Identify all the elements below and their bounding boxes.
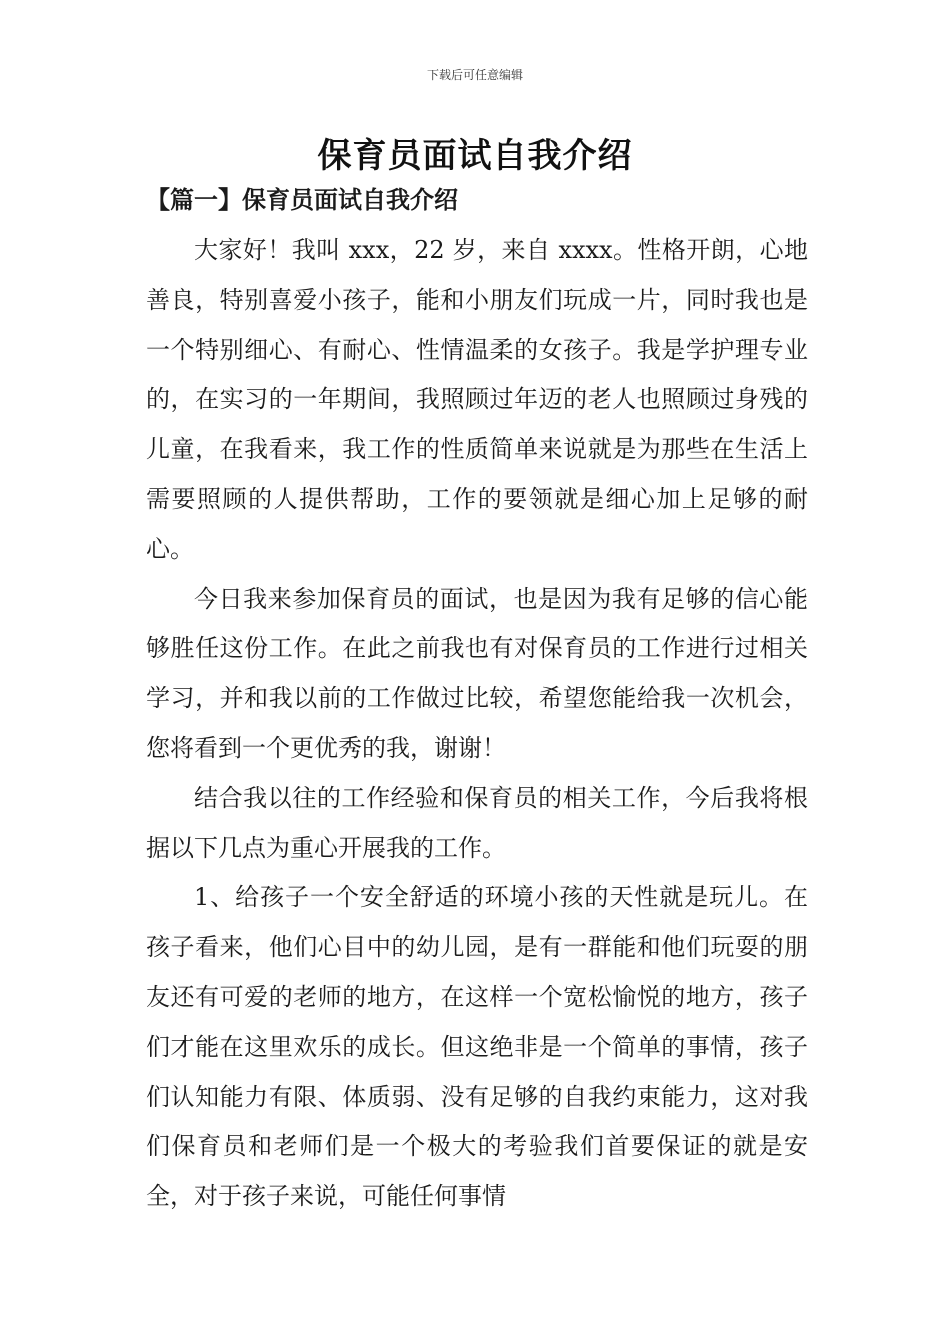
paragraph-point-one: 1、给孩子一个安全舒适的环境小孩的天性就是玩儿。在孩子看来，他们心目中的幼儿园，是有一群能和他们玩耍的朋友还有可爱的老师的地方，在这样一个宽松愉悦的地方，孩子们才能在这里欢乐的成长。但这绝非是一个简单的事情，孩子们认知能力有限、体质弱、没有足够的自我约束能力，这对我们保育员和老师们是一个极大的考验我们首要保证的就是安全，对于孩子来说，可能任何事情 <box>146 883 808 1211</box>
paragraph-motivation: 今日我来参加保育员的面试，也是因为我有足够的信心能够胜任这份工作。在此之前我也有对保育员的工作进行过相关学习，并和我以前的工作做过比较，希望您能给我一次机会，您将看到一个更优秀的我，谢谢！ <box>146 584 808 762</box>
section-heading: 【篇一】保育员面试自我介绍 <box>146 185 458 214</box>
header-note: 下载后可任意编辑 <box>426 68 523 82</box>
paragraph-work-plan: 结合我以往的工作经验和保育员的相关工作，今后我将根据以下几点为重心开展我的工作。 <box>146 783 808 862</box>
paragraph-introduction: 大家好！我叫 xxx，22 岁，来自 xxxx。性格开朗，心地善良，特别喜爱小孩子，能和小朋友们玩成一片，同时我也是一个特别细心、有耐心、性情温柔的女孩子。我是学护理专业的，在实习的一年期间，我照顾过年迈的老人也照顾过身残的儿童，在我看来，我工作的性质简单来说就是为那些在生活上需要照顾的人提供帮助，工作的要领就是细心加上足够的耐心。 <box>146 236 808 563</box>
document-title: 保育员面试自我介绍 <box>317 136 633 176</box>
document-body <box>146 226 808 1222</box>
